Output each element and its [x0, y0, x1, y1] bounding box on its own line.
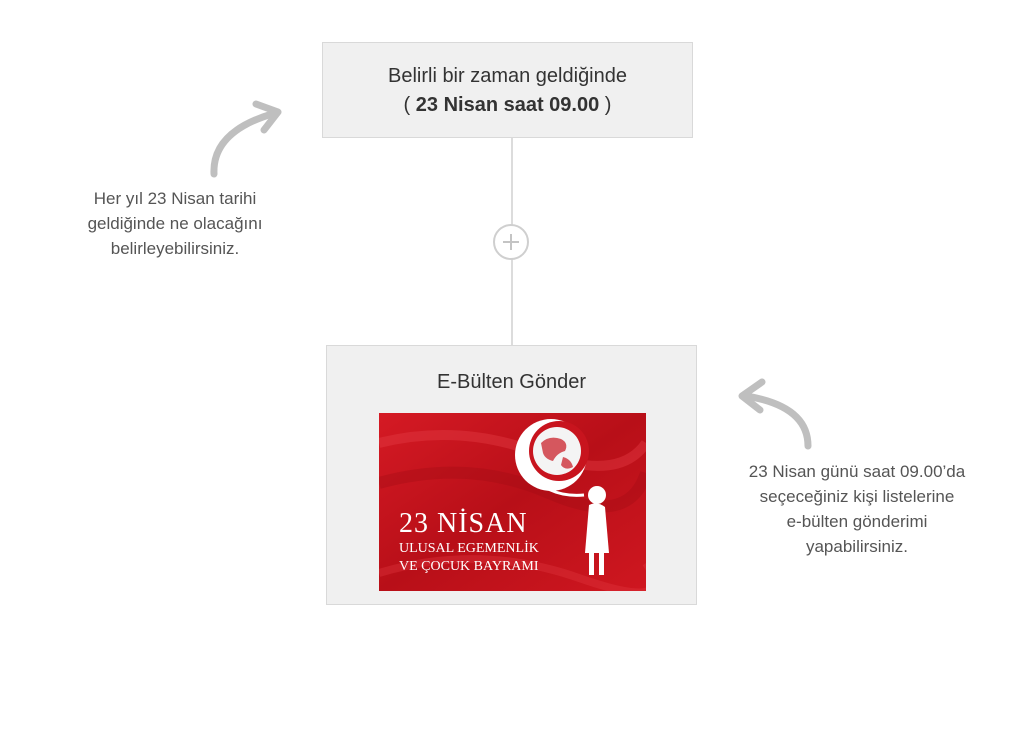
add-step-button[interactable]	[493, 224, 529, 260]
note-left-line-1: Her yıl 23 Nisan tarihi	[93, 189, 257, 208]
note-right-line-4: yapabilirsiniz.	[805, 537, 909, 556]
banner-headline: 23 NİSAN	[399, 508, 528, 539]
plus-icon	[495, 226, 527, 258]
trigger-time: 23 Nisan saat 09.00	[415, 94, 600, 116]
banner-line-2: ULUSAL EGEMENLİK	[399, 541, 539, 556]
note-left	[50, 186, 300, 261]
note-left-line-2: geldiğinde ne olacağını	[87, 214, 263, 233]
trigger-title: Belirli bir zaman geldiğinde	[387, 65, 627, 87]
trigger-detail	[323, 91, 692, 120]
curved-arrow-right-icon	[200, 92, 290, 182]
curved-arrow-left-icon	[730, 370, 820, 460]
banner-line-3: VE ÇOCUK BAYRAMI	[399, 559, 539, 574]
note-left-line-3: belirleyebilirsiniz.	[110, 239, 240, 258]
note-right-line-1: 23 Nisan günü saat 09.00’da	[748, 462, 966, 481]
trigger-step-box[interactable]	[322, 42, 693, 138]
close-paren: )	[599, 94, 612, 116]
note-right-line-3: e-bülten gönderimi	[786, 512, 928, 531]
action-step-box[interactable]	[326, 345, 697, 605]
note-right-line-2: seçeceğiniz kişi listelerine	[759, 487, 955, 506]
newsletter-banner-image	[379, 413, 646, 591]
note-right	[712, 459, 1002, 559]
open-paren: (	[403, 94, 416, 116]
action-title: E-Bülten Gönder	[437, 371, 586, 393]
